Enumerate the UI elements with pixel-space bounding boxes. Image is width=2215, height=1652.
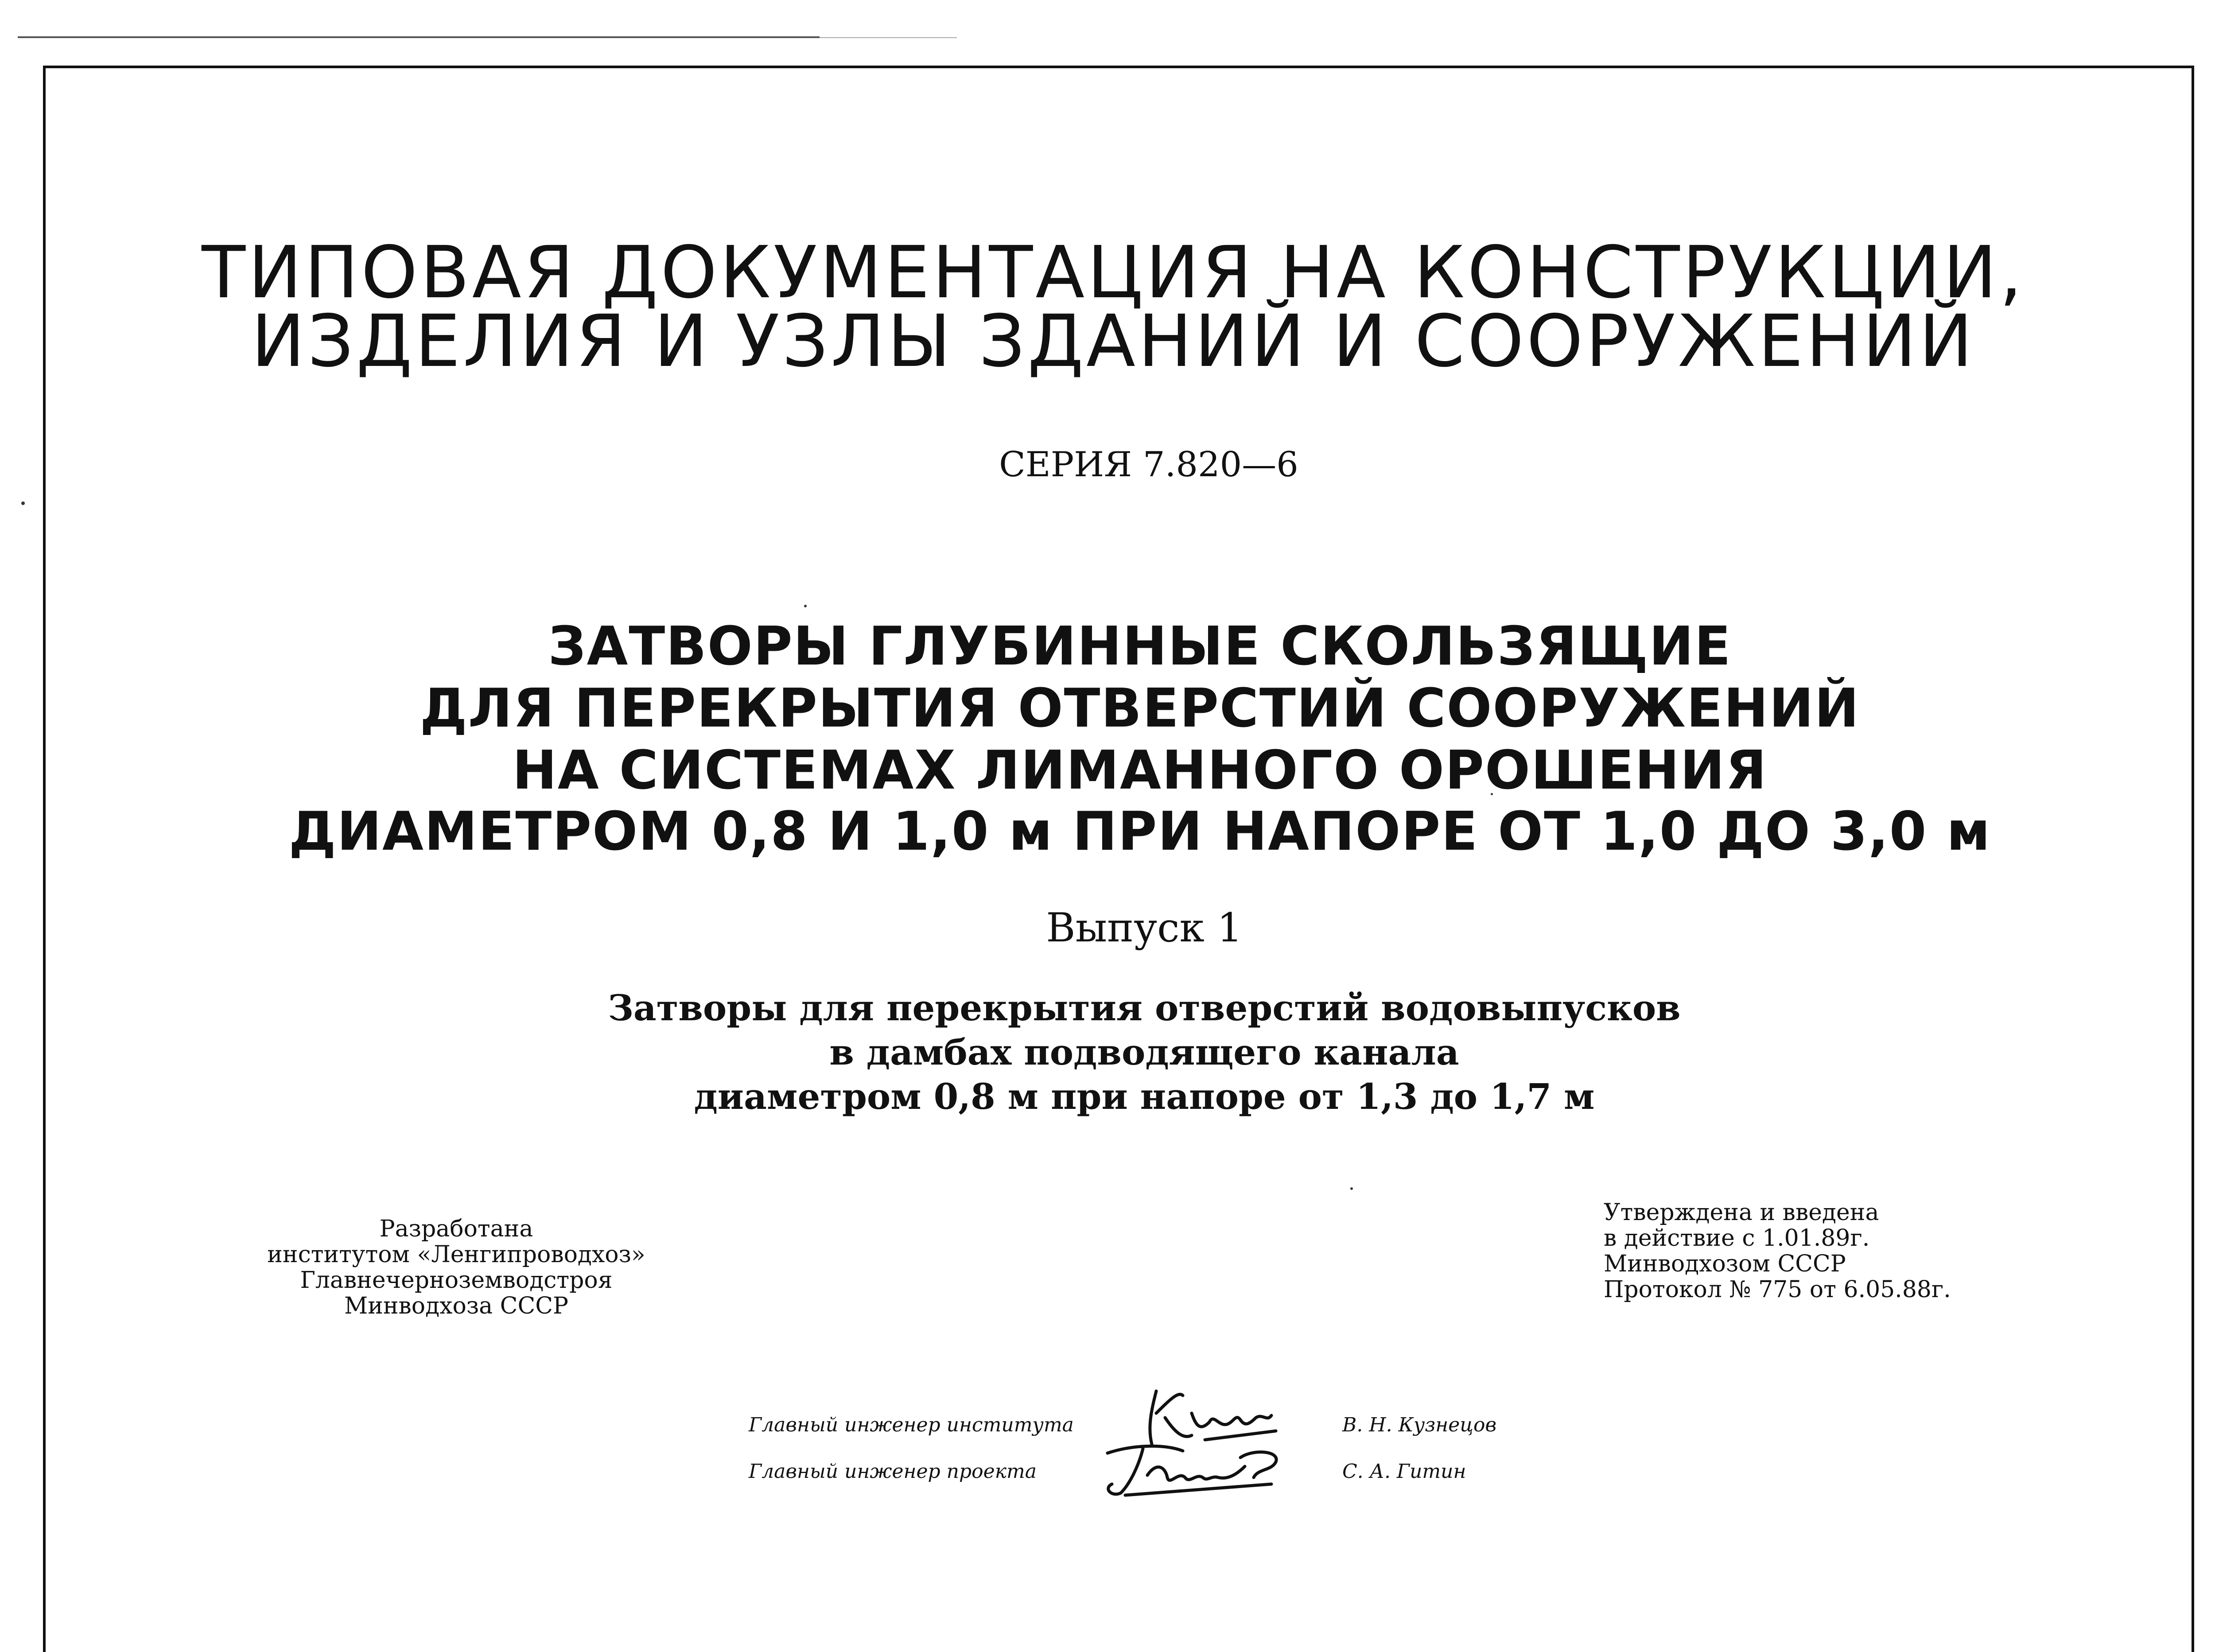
- handwritten-signature: [1094, 1435, 1298, 1502]
- document-title-line-1: ЗАТВОРЫ ГЛУБИННЫЕ СКОЛЬЗЯЩИЕ: [548, 616, 1732, 677]
- top-binding-rule: [18, 36, 820, 38]
- signatory-name: В. Н. Кузнецов: [1342, 1414, 1497, 1436]
- issue-number: Выпуск 1: [1046, 905, 1243, 951]
- scan-speck: [21, 501, 25, 505]
- developer-line: Минводхоза СССР: [344, 1293, 569, 1319]
- document-title-line-4: ДИАМЕТРОМ 0,8 И 1,0 м ПРИ НАПОРЕ ОТ 1,0 ДО 3,0 м: [288, 801, 1991, 863]
- document-title-line-3: НА СИСТЕМАХ ЛИМАННОГО ОРОШЕНИЯ: [512, 740, 1768, 801]
- developer-line: Разработана: [379, 1216, 533, 1242]
- document-title-line-2: ДЛЯ ПЕРЕКРЫТИЯ ОТВЕРСТИЙ СООРУЖЕНИЙ: [420, 678, 1860, 739]
- main-title-line-2: ИЗДЕЛИЯ И УЗЛЫ ЗДАНИЙ И СООРУЖЕНИЙ: [251, 300, 1975, 383]
- series-number: СЕРИЯ 7.820—6: [999, 445, 1298, 485]
- approval-line: в действие с 1.01.89г.: [1604, 1225, 1870, 1252]
- approval-line: Протокол № 775 от 6.05.88г.: [1604, 1276, 1951, 1303]
- signature-role: Главный инженер проекта: [749, 1460, 1037, 1483]
- subtitle-line-2: в дамбах подводящего канала: [829, 1031, 1459, 1073]
- approval-line: Минводхозом СССР: [1604, 1251, 1846, 1277]
- top-binding-rule-faint: [820, 37, 957, 38]
- developer-line: институтом «Ленгипроводхоз»: [267, 1241, 645, 1268]
- signature-role: Главный инженер института: [749, 1414, 1074, 1436]
- scan-speck: [1350, 1187, 1353, 1190]
- approval-block: [1604, 1200, 2002, 1302]
- developer-line: Главнечерноземводстроя: [300, 1267, 613, 1294]
- signatory-name: С. А. Гитин: [1342, 1460, 1466, 1483]
- main-title-line-1: ТИПОВАЯ ДОКУМЕНТАЦИЯ НА КОНСТРУКЦИИ,: [202, 231, 2025, 315]
- subtitle-line-1: Затворы для перекрытия отверстий водовыпусков: [608, 987, 1681, 1029]
- approval-line: Утверждена и введена: [1604, 1199, 1879, 1226]
- scan-speck: [804, 605, 807, 607]
- subtitle-line-3: диаметром 0,8 м при напоре от 1,3 до 1,7 м: [694, 1076, 1595, 1117]
- frame-top-border: [43, 66, 2194, 68]
- developer-block: [253, 1216, 660, 1319]
